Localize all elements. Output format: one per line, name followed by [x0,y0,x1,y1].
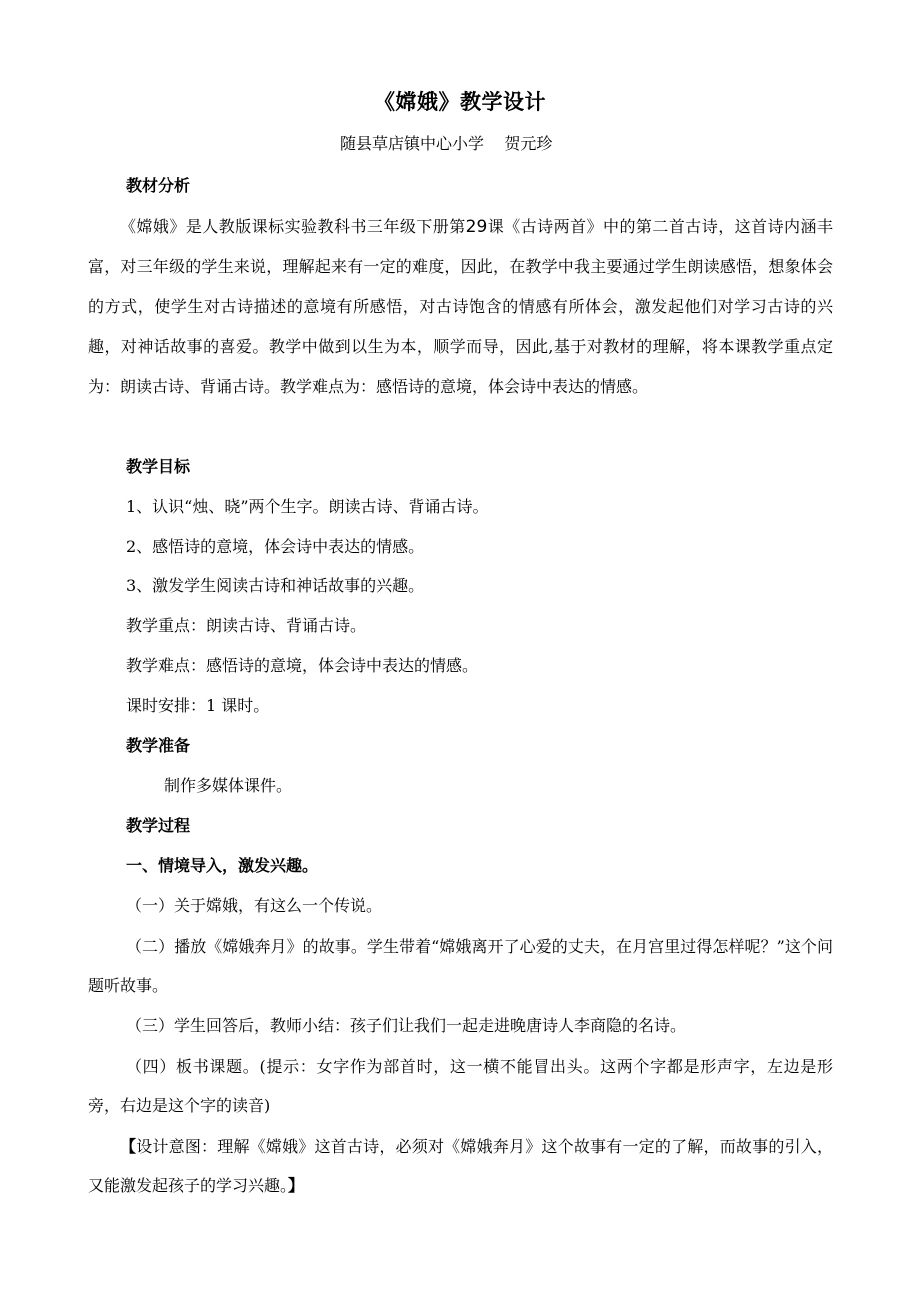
process-item-4: （四）板书课题。(提示：女字作为部首时，这一横不能冒出头。这两个字都是形声字，左边是形旁，右边是这个字的读音) [88,1057,833,1115]
design-intent-close-bracket: 】 [288,1176,305,1195]
section-heading-process: 教学过程 [126,816,191,835]
class-hours: 课时安排：1 课时。 [126,696,270,715]
goal-item-2: 2、感悟诗的意境，体会诗中表达的情感。 [126,537,425,556]
design-intent-open-bracket: 【 [120,1137,137,1156]
process-step-1-title: 一、情境导入，激发兴趣。 [126,856,319,875]
design-intent-text: 设计意图：理解《嫦娥》这首古诗，必须对《嫦娥奔月》这个故事有一定的了解，而故事的引入，又能激发起孩子的学习兴趣。 [88,1137,833,1195]
process-item-3: （三）学生回答后，教师小结：孩子们让我们一起走进晚唐诗人李商隐的名诗。 [126,1016,687,1035]
goal-item-1: 1、认识“烛、晓”两个生字。朗读古诗、背诵古诗。 [126,497,489,516]
analysis-paragraph [88,207,833,407]
goal-item-3: 3、激发学生阅读古诗和神话故事的兴趣。 [126,576,425,595]
lesson-number: 29 [465,217,488,237]
section-heading-analysis: 教材分析 [126,176,191,195]
teaching-difficulty: 教学难点：感悟诗的意境，体会诗中表达的情感。 [126,656,479,675]
analysis-text-rest: 课《古诗两首》中的第二首古诗，这首诗内涵丰富，对三年级的学生来说，理解起来有一定的难度，因此，在教学中我主要通过学生朗读感悟，想象体会的方式，使学生对古诗描述的意境有所感悟，对古诗饱含的情感有所体会，激发起他们对学习古诗的兴趣，对神话故事的喜爱。教学中做到以生为本，顺学而导，因此,基于对教材的理解，将本课教学重点定为：朗读古诗、背诵古诗。教学难点为：感悟诗的意境，体会诗中表达的情感。 [88,217,833,396]
process-item-1: （一）关于嫦娥，有这么一个传说。 [126,896,383,915]
design-intent-note [88,1127,833,1205]
page-title: 《嫦娥》教学设计 [374,90,546,114]
section-heading-goals: 教学目标 [126,457,191,476]
analysis-text-prefix: 《嫦娥》是人教版课标实验教科书三年级下册第 [120,217,466,236]
teaching-key-point: 教学重点：朗读古诗、背诵古诗。 [126,616,367,635]
preparation-text: 制作多媒体课件。 [164,776,293,795]
author-line: 随县草店镇中心小学 贺元珍 [340,134,553,153]
section-heading-preparation: 教学准备 [126,736,191,755]
process-item-2: （二）播放《嫦娥奔月》的故事。学生带着“嫦娥离开了心爱的丈夫，在月宫里过得怎样呢？”这个问题听故事。 [88,937,833,995]
